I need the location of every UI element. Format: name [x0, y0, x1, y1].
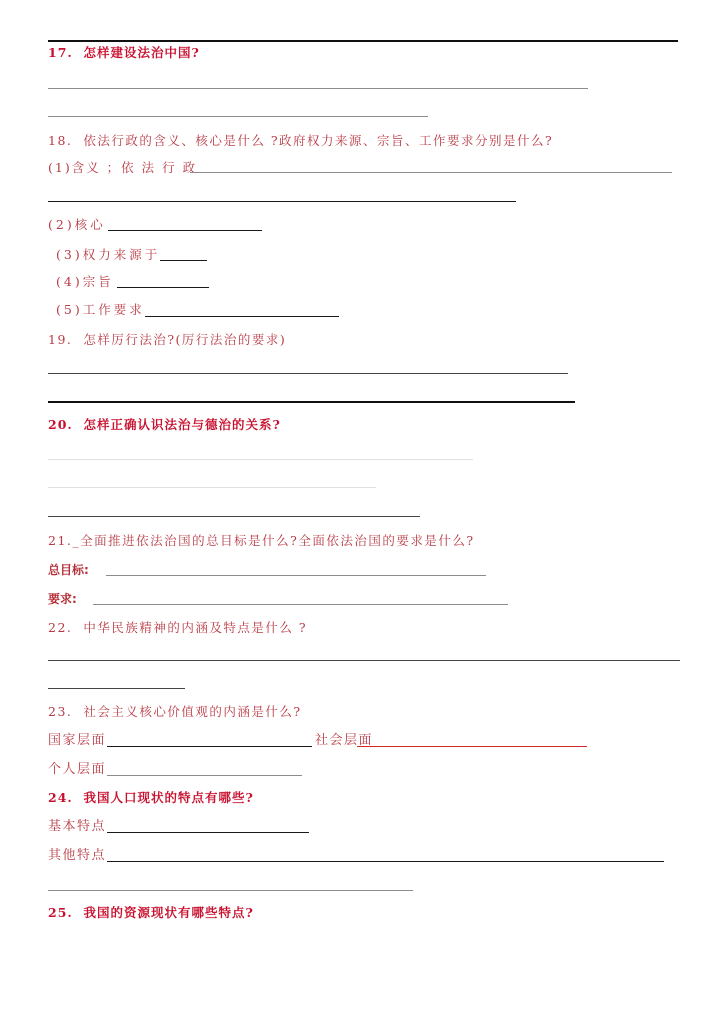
answer-blank[interactable] [93, 604, 508, 605]
part-label: 个人层面 [48, 762, 107, 777]
part-label: 其他特点 [48, 848, 107, 863]
answer-blank[interactable] [48, 116, 428, 117]
part-label: 要求: [48, 592, 77, 606]
question-text: 社会主义核心价值观的内涵是什么? [83, 704, 302, 719]
answer-blank[interactable] [190, 172, 672, 173]
part-label: (2)核心 [48, 217, 106, 232]
question-number: 17. [48, 45, 73, 60]
answer-blank[interactable] [107, 861, 664, 862]
answer-blank[interactable] [108, 230, 262, 231]
question-23 [48, 704, 302, 720]
part-label: (5)工作要求 [56, 302, 145, 317]
part-label: 基本特点 [48, 819, 107, 834]
question-text: 我国的资源现状有哪些特点? [83, 905, 254, 920]
answer-blank[interactable] [160, 260, 207, 261]
question-25 [48, 905, 254, 921]
answer-blank[interactable] [48, 201, 516, 202]
answer-blank[interactable] [107, 746, 312, 747]
answer-blank[interactable] [107, 775, 302, 776]
part-label: 国家层面 [48, 733, 107, 748]
question-21 [48, 533, 475, 549]
answer-blank[interactable] [48, 890, 413, 891]
question-17 [48, 45, 200, 61]
question-22 [48, 620, 307, 636]
question-20 [48, 417, 281, 433]
question-24 [48, 790, 254, 806]
question-text: _全面推进依法治国的总目标是什么?全面依法治国的要求是什么? [72, 533, 475, 548]
question-text: 中华民族精神的内涵及特点是什么 ? [83, 620, 308, 635]
question-number: 22. [48, 620, 73, 635]
question-18 [48, 133, 553, 149]
answer-blank[interactable] [48, 487, 376, 488]
question-19 [48, 332, 286, 348]
part-label: (3)权力来源于 [56, 247, 161, 262]
question-text: 怎样正确认识法治与德治的关系? [83, 417, 281, 432]
question-text: 依法行政的含义、核心是什么 ?政府权力来源、宗旨、工作要求分别是什么? [83, 133, 554, 148]
question-number: 23. [48, 704, 73, 719]
top-divider [48, 40, 678, 42]
part-label: 总目标: [48, 563, 89, 577]
answer-blank[interactable] [145, 316, 339, 317]
part-label: (1)含义 ；依 法 行 政 [48, 160, 198, 175]
answer-blank[interactable] [357, 746, 587, 747]
answer-blank[interactable] [48, 88, 588, 89]
question-number: 20. [48, 417, 73, 432]
answer-blank[interactable] [48, 401, 575, 403]
answer-blank[interactable] [117, 287, 209, 288]
answer-blank[interactable] [48, 660, 680, 661]
question-text: 怎样厉行法治?(厉行法治的要求) [83, 332, 287, 347]
answer-blank[interactable] [107, 832, 309, 833]
question-number: 18. [48, 133, 73, 148]
question-number: 21. [48, 533, 73, 548]
question-number: 25. [48, 905, 73, 920]
answer-blank[interactable] [106, 575, 486, 576]
answer-blank[interactable] [48, 516, 420, 517]
part-label: 社会层面 [315, 733, 374, 748]
answer-blank[interactable] [48, 373, 568, 374]
part-label: (4)宗旨 [56, 274, 114, 289]
answer-blank[interactable] [48, 459, 473, 460]
question-text: 怎样建设法治中国? [83, 45, 200, 60]
question-number: 19. [48, 332, 73, 347]
answer-blank[interactable] [48, 688, 185, 689]
question-number: 24. [48, 790, 73, 805]
question-text: 我国人口现状的特点有哪些? [83, 790, 254, 805]
